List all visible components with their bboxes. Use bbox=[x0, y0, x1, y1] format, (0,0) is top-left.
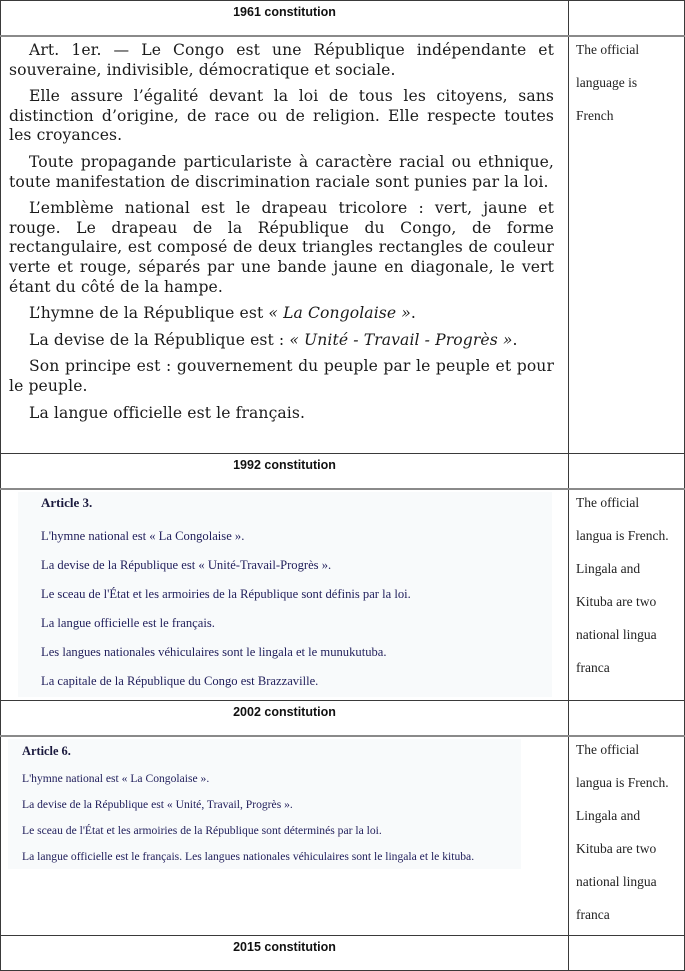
article-screenshot-2002 bbox=[8, 739, 521, 869]
article-line: Les langues nationales véhiculaires sont le lingala et le munukutuba. bbox=[41, 645, 387, 659]
note-line: Kituba are two bbox=[576, 841, 657, 856]
note-line: Lingala and bbox=[576, 808, 641, 823]
language-note-1992 bbox=[569, 489, 685, 701]
note-line: language is bbox=[576, 75, 638, 90]
section-header-row-2002 bbox=[1, 701, 685, 737]
article-paragraph: L’hymne de la République est « La Congolaise ». bbox=[29, 304, 416, 323]
section-header-row-1992 bbox=[1, 454, 685, 490]
article-screenshot-1992 bbox=[18, 492, 552, 697]
article-paragraph: La langue officielle est le français. bbox=[29, 403, 306, 422]
article-paragraph: Art. 1er. — Le Congo est une République indépendante et souveraine, indivisible, démocratique et sociale. bbox=[9, 41, 554, 79]
language-note-1961 bbox=[569, 36, 685, 454]
article-title: Article 6. bbox=[22, 744, 71, 758]
article-line: L'hymne national est « La Congolaise ». bbox=[22, 772, 210, 785]
article-paragraph: L’emblème national est le drapeau tricolore : vert, jaune et rouge. Le drapeau de la République du Congo, de forme rectangulaire, est composé de deux triangles rectangles de couleur verte et rouge, séparés par une bande jaune en diagonale, le vert étant du côté de la hampe. bbox=[9, 199, 554, 296]
section-header-1961: 1961 constitution bbox=[1, 1, 569, 37]
section-header-1992: 1992 constitution bbox=[1, 454, 569, 490]
note-line: The official bbox=[576, 42, 640, 57]
article-line: La capitale de la République du Congo est Brazzaville. bbox=[41, 674, 319, 688]
section-header-row-2015 bbox=[1, 936, 685, 971]
article-excerpt-1961 bbox=[1, 36, 569, 454]
note-line: national lingua bbox=[576, 627, 657, 642]
note-line: franca bbox=[576, 660, 610, 675]
section-header-row-1961 bbox=[1, 1, 685, 37]
section-row-2002 bbox=[1, 736, 685, 936]
note-line: langua is French. bbox=[576, 775, 669, 790]
section-row-1961 bbox=[1, 36, 685, 454]
note-line: langua is French. bbox=[576, 528, 669, 543]
note-line: franca bbox=[576, 907, 610, 922]
article-line: La langue officielle est le français. bbox=[41, 616, 215, 630]
article-paragraph: Toute propagande particulariste à caractère racial ou ethnique, toute manifestation de discrimination raciale sont punies par la loi. bbox=[9, 152, 554, 191]
note-line: Lingala and bbox=[576, 561, 641, 576]
section-header-note-cell bbox=[569, 936, 685, 971]
section-header-2002: 2002 constitution bbox=[1, 701, 569, 737]
article-line: L'hymne national est « La Congolaise ». bbox=[41, 529, 245, 543]
section-row-1992 bbox=[1, 489, 685, 701]
article-paragraph: La devise de la République est : « Unité - Travail - Progrès ». bbox=[29, 330, 518, 349]
note-line: Kituba are two bbox=[576, 594, 657, 609]
note-line: The official bbox=[576, 742, 640, 757]
language-note-2002 bbox=[569, 736, 685, 936]
article-paragraph: Son principe est : gouvernement du peuple par le peuple et pour le peuple. bbox=[9, 357, 554, 395]
note-line: French bbox=[576, 108, 614, 123]
article-line: La devise de la République est « Unité-Travail-Progrès ». bbox=[41, 558, 332, 572]
article-excerpt-1992 bbox=[1, 489, 569, 701]
article-title: Article 3. bbox=[41, 495, 93, 510]
section-header-2015: 2015 constitution bbox=[1, 936, 569, 971]
article-line: La langue officielle est le français. Les langues nationales véhiculaires sont le lingala et le kituba. bbox=[22, 850, 475, 863]
section-header-note-cell bbox=[569, 454, 685, 490]
article-line: La devise de la République est « Unité, Travail, Progrès ». bbox=[22, 798, 293, 811]
note-line: national lingua bbox=[576, 874, 657, 889]
article-paragraph: Elle assure l’égalité devant la loi de tous les citoyens, sans distinction d’origine, de race ou de religion. Elle respecte toutes les croyances. bbox=[9, 87, 554, 145]
article-line: Le sceau de l'État et les armoiries de la République sont déterminés par la loi. bbox=[22, 824, 382, 837]
section-header-note-cell bbox=[569, 1, 685, 37]
section-header-note-cell bbox=[569, 701, 685, 737]
scanned-article-text bbox=[1, 37, 568, 431]
article-excerpt-2002 bbox=[1, 736, 569, 936]
article-line: Le sceau de l'État et les armoiries de la République sont définis par la loi. bbox=[41, 587, 411, 601]
note-line: The official bbox=[576, 495, 640, 510]
